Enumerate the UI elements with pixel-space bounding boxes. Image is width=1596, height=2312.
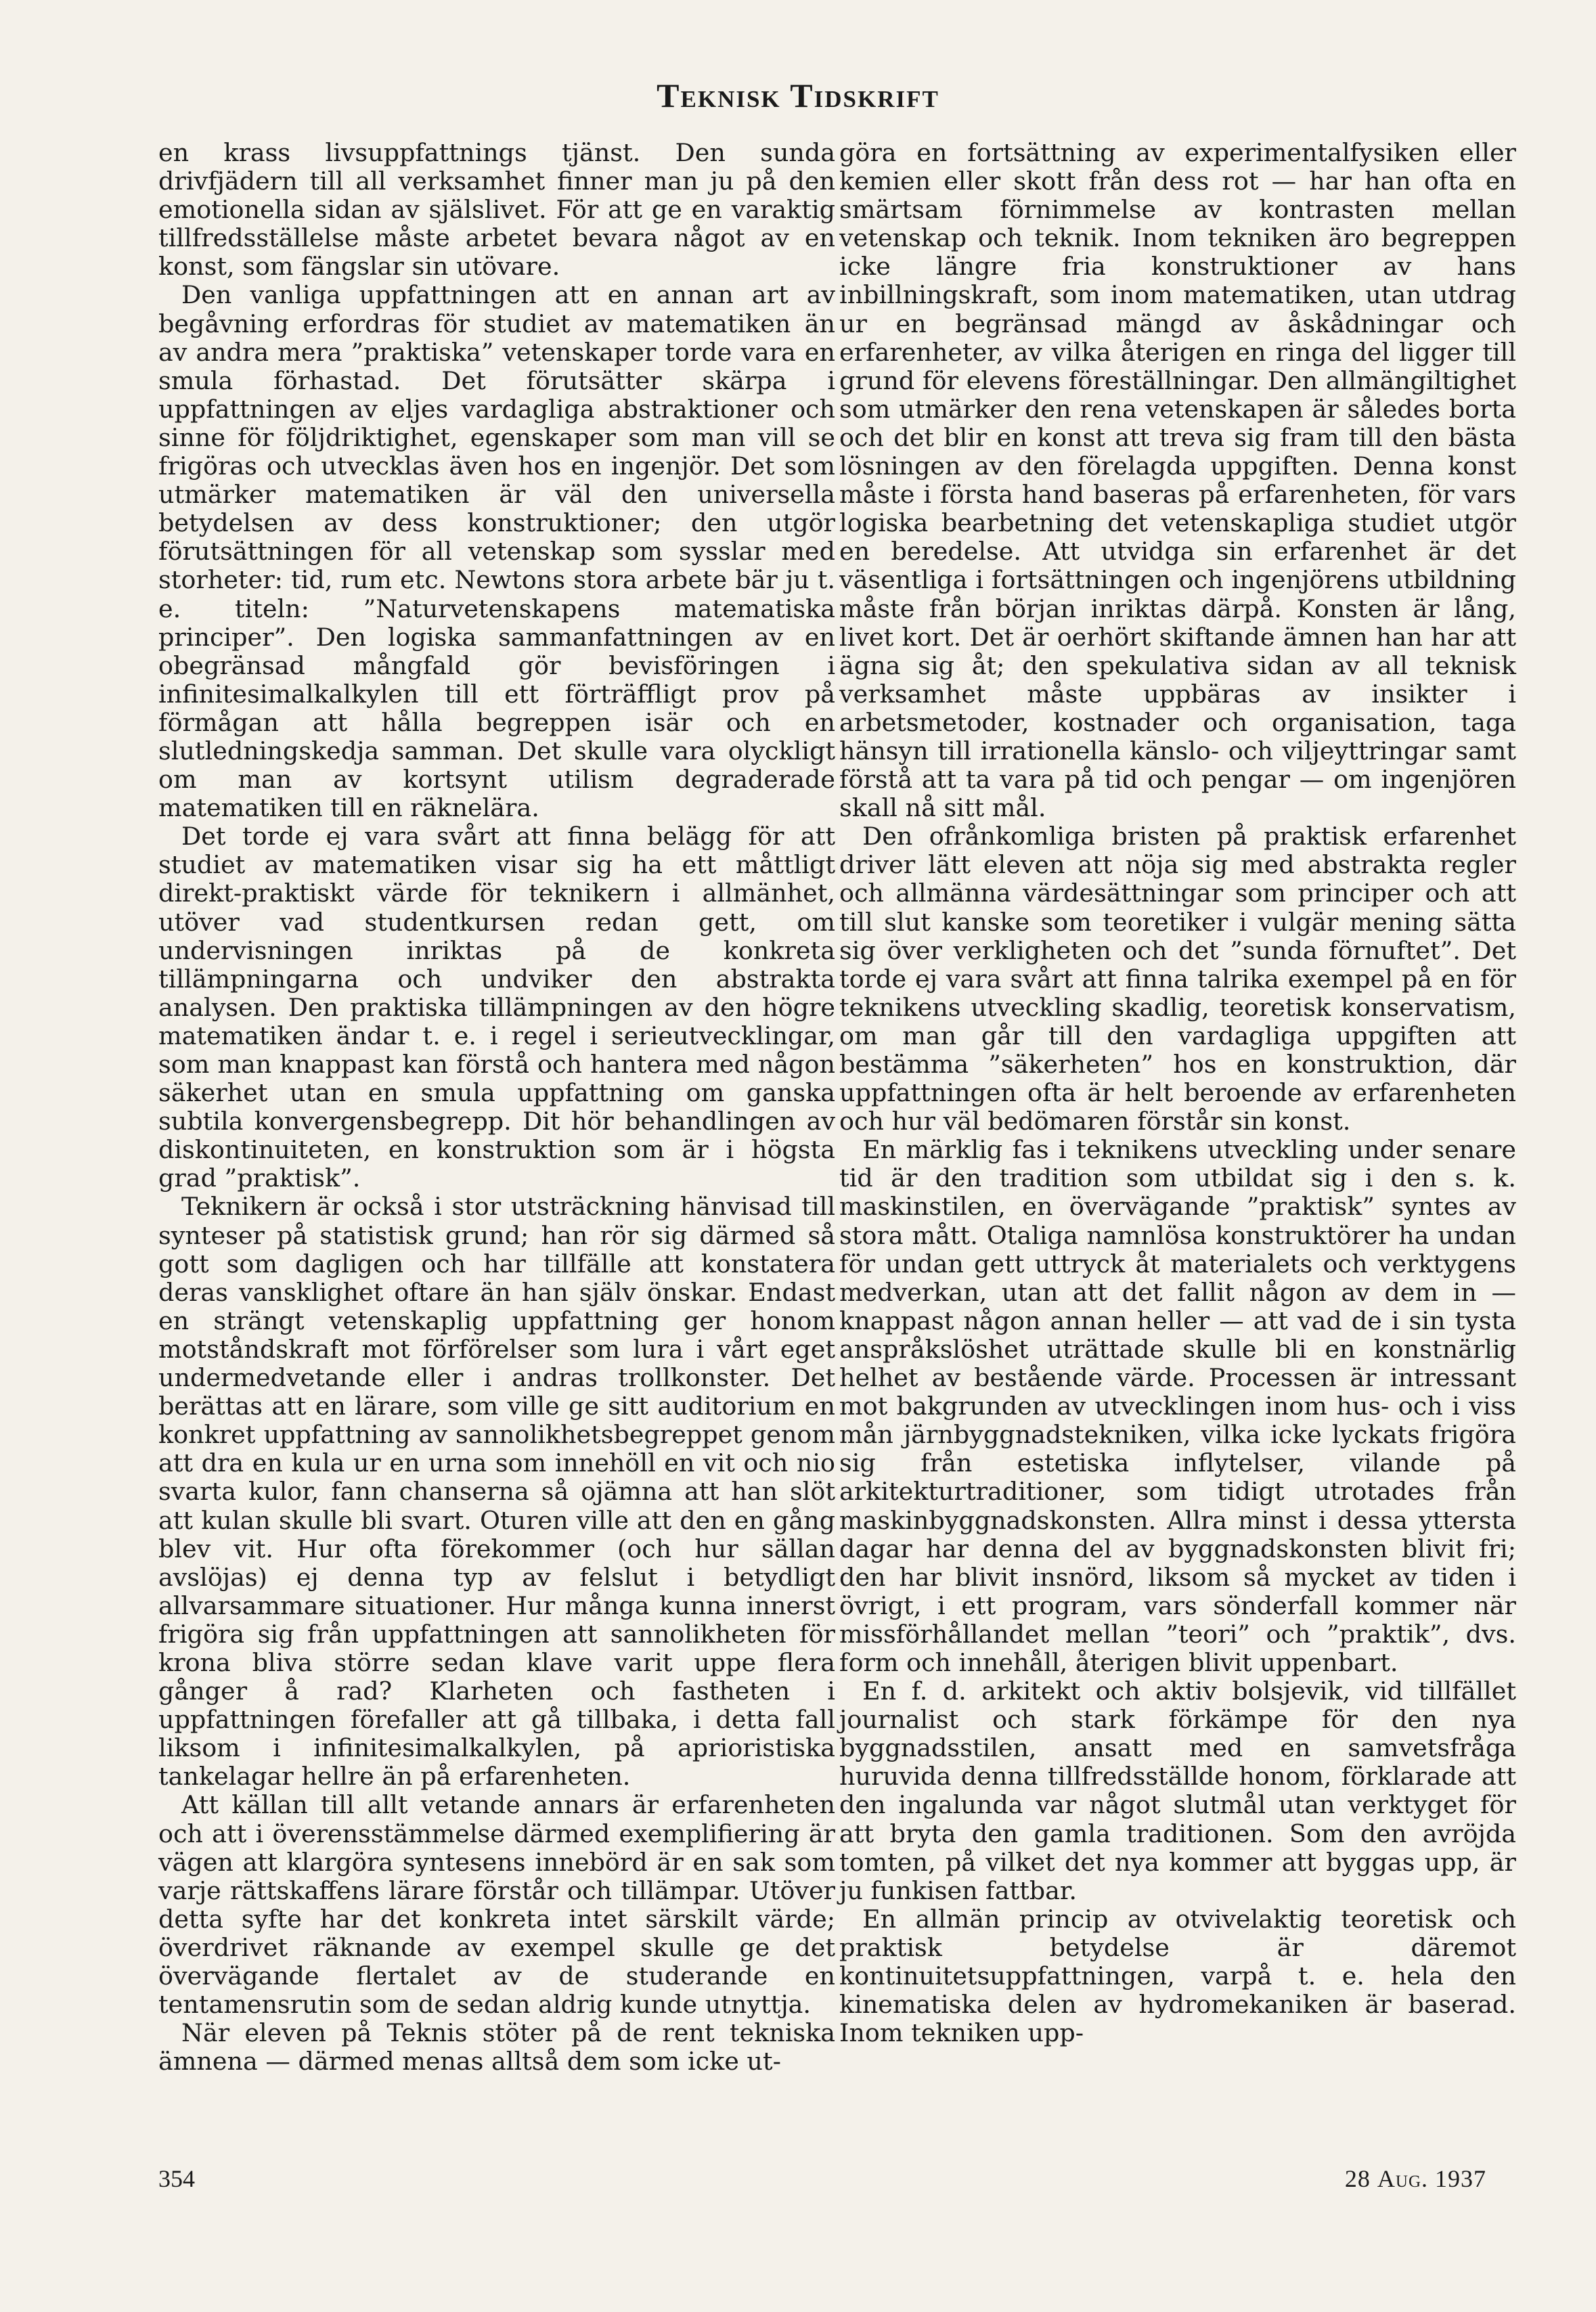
paragraph: göra en fortsättning av experimentalfysiken eller kemien eller skott från dess rot — har han ofta en smärtsam förnimmelse av kontrasten mellan vetenskap och teknik. Inom tekniken äro begreppen icke längre fria konstruktioner av hans inbillningskraft, som inom matematiken, utan utdrag ur en begränsad mängd av åskådningar och erfarenheter, av vilka återigen en ringa del ligger till grund för elevens föreställningar. Den allmängiltighet som utmärker den rena vetenskapen är således borta och det blir en konst att treva sig fram till den bästa lösningen av den förelagda uppgiften. Denna konst måste i första hand baseras på erfarenheten, för vars logiska bearbetning det vetenskapliga studiet utgör en beredelse. Att utvidga sin erfarenhet är det väsentliga i fortsättningen och ingenjörens utbildning måste från början inriktas därpå. Konsten är lång, livet kort. Det är oerhört skiftande ämnen han har att ägna sig åt; den spekulativa sidan av all teknisk verksamhet måste uppbäras av insikter i arbetsmetoder, kostnader och organisation, taga hänsyn till irrationella känslo- och viljeyttringar samt förstå att ta vara på tid och pengar — om ingenjören skall nå sitt mål.: [839, 138, 1516, 823]
paragraph: En f. d. arkitekt och aktiv bolsjevik, vid tillfället journalist och stark förkämpe för den nya byggnadsstilen, ansatt med en samvetsfråga huruvida denna tillfredsställde honom, förklarade att den ingalunda var något slutmål utan verktyget för att bryta den gamla traditionen. Som den avröjda tomten, på vilket det nya kommer att byggas upp, är ju funkisen fattbar.: [839, 1676, 1516, 1905]
date-month: Aug.: [1377, 2165, 1428, 2192]
paragraph: En allmän princip av otvivelaktig teoretisk och praktisk betydelse är däremot kontinuitetsuppfattningen, varpå t. e. hela den kinematiska delen av hydromekaniken är baserad. Inom tekniken upp-: [839, 1904, 1516, 2048]
paragraph: en krass livsuppfattnings tjänst. Den sunda drivfjädern till all verksamhet finner man ju på den emotionella sidan av själslivet. För att ge en varaktig tillfredsställelse måste arbetet bevara något av en konst, som fängslar sin utövare.: [158, 138, 835, 282]
paragraph: När eleven på Teknis stöter på de rent tekniska ämnena — därmed menas alltså dem som icke ut-: [158, 2018, 835, 2076]
paragraph: Det torde ej vara svårt att finna belägg för att studiet av matematiken visar sig ha ett måttligt direkt-praktiskt värde för teknikern i allmänhet, utöver vad studentkursen redan gett, om undervisningen inriktas på de konkreta tillämpningarna och undviker den abstrakta analysen. Den praktiska tillämpningen av den högre matematiken ändar t. e. i regel i serieutvecklingar, som man knappast kan förstå och hantera med någon säkerhet utan en smula uppfattning om ganska subtila konvergensbegrepp. Dit hör behandlingen av diskontinuiteten, en konstruktion som är i högsta grad ”praktisk”.: [158, 822, 835, 1193]
journal-title: Teknisk Tidskrift: [657, 76, 939, 114]
paragraph: En märklig fas i teknikens utveckling under senare tid är den tradition som utbildat sig i den s. k. maskinstilen, en övervägande ”praktisk” syntes av stora mått. Otaliga namnlösa konstruktörer ha undan för undan gett uttryck åt materialets och verktygens medverkan, utan att det fallit någon av dem in — knappast någon annan heller — att vad de i sin tysta anspråkslöshet uträttade skulle bli en konstnärlig helhet av bestående värde. Processen är intressant mot bakgrunden av utvecklingen inom hus- och i viss mån järnbyggnadstekniken, vilka icke lyckats frigöra sig från estetiska inflytelser, vilande på arkitekturtraditioner, som tidigt utrotades från maskinbyggnadskonsten. Allra minst i dessa yttersta dagar har denna del av byggnadskonsten blivit fri; den har blivit insnörd, liksom så mycket av tiden i övrigt, i ett program, vars sönderfall kommer när missförhållandet mellan ”teori” och ”praktik”, dvs. form och innehåll, återigen blivit uppenbart.: [839, 1135, 1516, 1677]
paragraph: Den ofrånkomliga bristen på praktisk erfarenhet driver lätt eleven att nöja sig med abstrakta regler och allmänna värdesättningar som principer och att till slut kanske som teoretiker i vulgär mening sätta sig över verkligheten och det ”sunda förnuftet”. Det torde ej vara svårt att finna talrika exempel på en för teknikens utveckling skadlig, teoretisk konservatism, om man går till den vardagliga uppgiften att bestämma ”säkerheten” hos en konstruktion, där uppfattningen ofta är helt beroende av erfarenheten och hur väl bedömaren förstår sin konst.: [839, 822, 1516, 1136]
left-column: [158, 139, 835, 2076]
issue-date: [1345, 2164, 1486, 2193]
paragraph: Att källan till allt vetande annars är erfarenheten och att i överensstämmelse därmed exemplifiering är vägen att klargöra syntesens innebörd är en sak som varje rättskaffens lärare förstår och tillämpar. Utöver detta syfte har det konkreta intet särskilt värde; överdrivet räknande av exempel skulle ge det övervägande flertalet av de studerande en tentamensrutin som de sedan aldrig kunde utnyttja.: [158, 1790, 835, 2020]
right-column: [839, 139, 1516, 2047]
paragraph: Teknikern är också i stor utsträckning hänvisad till synteser på statistisk grund; han rör sig därmed så gott som dagligen och har tillfälle att konstatera deras vansklighet oftare än han själv önskar. Endast en strängt vetenskaplig uppfattning ger honom motståndskraft mot förförelser som lura i vårt eget undermedvetande eller i andras trollkonster. Det berättas att en lärare, som ville ge sitt auditorium en konkret uppfattning av sannolikhetsbegreppet genom att dra en kula ur en urna som innehöll en vit och nio svarta kulor, fann chanserna så ojämna att han slöt att kulan skulle bli svart. Oturen ville att den en gång blev vit. Hur ofta förekommer (och hur sällan avslöjas) ej denna typ av felslut i betydligt allvarsammare situationer. Hur många kunna innerst frigöra sig från uppfattningen att sannolikheten för krona bliva större sedan klave varit uppe flera gånger å rad? Klarheten och fastheten i uppfattningen förefaller att gå tillbaka, i detta fall liksom i infinitesimalkalkylen, på aprioristiska tankelagar hellre än på erfarenheten.: [158, 1192, 835, 1792]
page-number: 354: [158, 2165, 195, 2192]
paragraph: Den vanliga uppfattningen att en annan art av begåvning erfordras för studiet av matematiken än av andra mera ”praktiska” vetenskaper torde vara en smula förhastad. Det förutsätter skärpa i uppfattningen av eljes vardagliga abstraktioner och sinne för följdriktighet, egenskaper som man vill se frigöras och utvecklas även hos en ingenjör. Det som utmärker matematiken är väl den universella betydelsen av dess konstruktioner; den utgör förutsättningen för all vetenskap som sysslar med storheter: tid, rum etc. Newtons stora arbete bär ju t. e. titeln: ”Naturvetenskapens matematiska principer”. Den logiska sammanfattningen av en obegränsad mångfald gör bevisföringen i infinitesimalkalkylen till ett förträffligt prov på förmågan att hålla begreppen isär och en slutledningskedja samman. Det skulle vara olyckligt om man av kortsynt utilism degraderade matematiken till en räknelära.: [158, 280, 835, 823]
date-day: 28: [1344, 2165, 1371, 2192]
date-year: 1937: [1435, 2165, 1486, 2192]
